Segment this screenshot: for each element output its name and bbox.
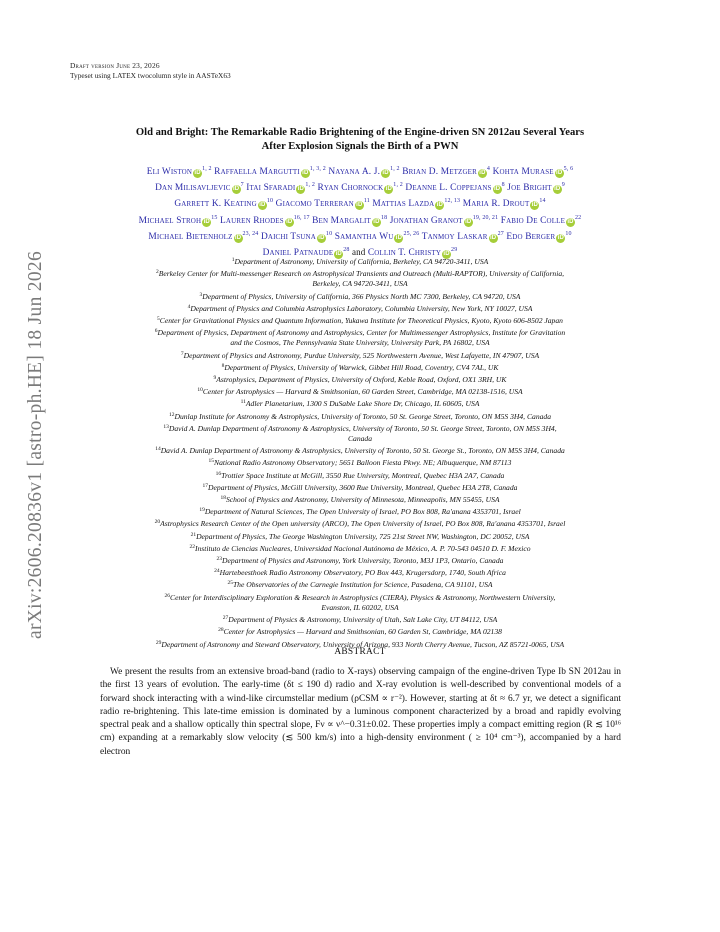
affiliation-number: 29 xyxy=(155,639,162,646)
orcid-icon[interactable]: iD xyxy=(395,234,403,241)
affiliation-text: Berkeley Center for Multi-messenger Research on Astrophysical Transients and Outreach (Multi-RAPTOR), University of California, xyxy=(158,269,565,279)
author-affiliation-marks: 5, 6 xyxy=(563,166,574,172)
author-name[interactable]: Giacomo Terreran xyxy=(275,199,354,210)
author-name[interactable]: Daniel Patnaude xyxy=(262,248,334,259)
orcid-icon[interactable]: iD xyxy=(335,251,342,258)
affiliation-line xyxy=(55,434,665,444)
affiliation-line xyxy=(55,314,665,326)
orcid-icon[interactable]: iD xyxy=(194,170,201,176)
orcid-icon[interactable]: iD xyxy=(554,186,561,193)
orcid-icon[interactable]: iD xyxy=(556,170,563,176)
orcid-icon[interactable]: iD xyxy=(567,218,574,225)
affiliation-line xyxy=(55,554,665,566)
author-affiliation-marks: 27 xyxy=(497,230,504,237)
affiliation-line xyxy=(55,373,665,385)
author-affiliation-marks: 23, 24 xyxy=(242,230,259,237)
author-name[interactable]: Maria R. Drout xyxy=(462,199,530,210)
orcid-icon[interactable]: iD xyxy=(318,234,325,241)
author-name[interactable]: Raffaella Margutti xyxy=(214,167,300,177)
author-name[interactable]: Garrett K. Keating xyxy=(174,199,257,210)
orcid-icon[interactable]: iD xyxy=(436,202,443,209)
affiliation-number: 7 xyxy=(180,350,184,357)
author-affiliation-marks: 1, 2 xyxy=(390,166,400,172)
orcid-icon[interactable]: iD xyxy=(356,202,363,209)
affiliation-text: David A. Dunlap Department of Astronomy & Astrophysics, University of Toronto, 50 St. George Street, Toronto, ON M5S 3H4, xyxy=(168,423,557,433)
affiliation-line xyxy=(55,385,665,397)
author-name[interactable]: Ryan Chornock xyxy=(317,183,384,194)
affiliation-number: 8 xyxy=(221,362,225,369)
abstract-body: We present the results from an extensive broad-band (radio to X-rays) observing campaign of the engine-driven Type Ib SN 2012au in the first 13 years of evolution. The early-time (δt ≤ 190 d) radio and X-ray evolution is well-described by conventional models of a forward shock interacting with a wind-like circumstellar medium (ρCSM ∝ r⁻²). However, starting at δt ≈ 6.7 yr, we detect a significant radio re-brightening. This late-time emission is dominated by a luminous component characterized by a broad and rapidly evolving spectral peak and a shallow optically thin spectral slope, Fν ∝ ν^−0.31±0.02. These properties imply a compact emitting region (R ≲ 10¹⁶ cm) expanding at a remarkably slow velocity (≲ 500 km/s) into a high-density environment ( ≥ 10⁴ cm⁻³), accompanied by a hard electron xyxy=(100,667,621,757)
author-affiliation-marks: 25, 26 xyxy=(403,230,420,237)
affiliation-text: Trottier Space Institute at McGill, 3550 Rue University, Montreal, Quebec H3A 2A7, Canada xyxy=(221,470,505,480)
affiliation-number: 3 xyxy=(199,291,203,298)
author-affiliation-marks: 19, 20, 21 xyxy=(472,214,499,221)
author-affiliation-marks: 14 xyxy=(539,198,546,205)
affiliation-number: 13 xyxy=(163,423,169,430)
affiliation-number: 11 xyxy=(240,399,246,406)
orcid-icon[interactable]: iD xyxy=(302,170,309,176)
author-name[interactable]: Collin T. Christy xyxy=(367,248,442,259)
orcid-icon[interactable]: iD xyxy=(203,218,210,225)
affiliation-text: Adler Planetarium, 1300 S DuSable Lake Shore Dr, Chicago, IL 60605, USA xyxy=(245,399,480,409)
author-name[interactable]: Ben Margalit xyxy=(312,215,371,226)
affiliation-line xyxy=(55,422,665,434)
author-name[interactable]: Edo Berger xyxy=(506,231,556,242)
affiliation-line xyxy=(55,603,665,613)
author-affiliation-marks: 10 xyxy=(565,230,572,237)
author-affiliation-marks: 8 xyxy=(501,182,505,189)
orcid-icon[interactable]: iD xyxy=(479,170,486,176)
affiliation-text: Department of Astronomy and Steward Observatory, University of Arizona, 933 North Cherry Avenue, Tucson, AZ 85721-0065, USA xyxy=(161,639,565,649)
affiliation-text: Department of Physics & Astronomy, University of Utah, Salt Lake City, UT 84112, USA xyxy=(228,615,498,625)
affiliation-number: 1 xyxy=(231,257,235,263)
affiliation-text: Center for Astrophysics — Harvard and Smithsonian, 60 Garden St, Cambridge, MA 02138 xyxy=(223,627,502,637)
author-name[interactable]: Eli Wiston xyxy=(146,167,193,177)
affiliation-number: 5 xyxy=(157,316,160,323)
affiliation-number: 24 xyxy=(214,568,220,575)
affiliation-text: Dunlap Institute for Astronomy & Astrophysics, University of Toronto, 50 St. George Street, Toronto, ON M5S 3H4, Canada xyxy=(174,411,552,421)
affiliation-line xyxy=(55,493,665,505)
orcid-icon[interactable]: iD xyxy=(382,170,389,176)
affiliation-text: National Radio Astronomy Observatory; 5651 Balloon Fiesta Pkwy. NE; Albuquerque, NM 87113 xyxy=(214,458,512,468)
affiliation-text: Center for Astrophysics — Harvard & Smithsonian, 60 Garden Street, Cambridge, MA 02138-1516, USA xyxy=(202,387,523,397)
orcid-icon[interactable]: iD xyxy=(232,186,240,193)
author-name[interactable]: Itai Sfaradi xyxy=(246,183,296,194)
orcid-icon[interactable]: iD xyxy=(286,218,293,225)
orcid-icon[interactable]: iD xyxy=(385,186,392,193)
author-affiliation-marks: 10 xyxy=(325,230,333,237)
affiliation-line xyxy=(55,397,665,409)
affiliation-line xyxy=(55,530,665,542)
author-affiliation-marks: 22 xyxy=(575,214,582,221)
affiliation-line xyxy=(55,566,665,578)
affiliation-line xyxy=(55,625,665,637)
paper-title xyxy=(60,126,660,153)
affiliation-line xyxy=(55,481,665,493)
affiliation-line xyxy=(55,361,665,373)
author-name[interactable]: Fabio De Colle xyxy=(500,215,566,226)
affiliation-number: 27 xyxy=(222,615,229,622)
affiliation-text: Department of Natural Sciences, The Open University of Israel, PO Box 808, Ra'anana 4353701, Israel xyxy=(204,507,521,517)
affiliation-line xyxy=(55,338,665,348)
authors-and: and xyxy=(349,247,368,258)
author-name[interactable]: Joe Bright xyxy=(507,183,552,194)
affiliation-number: 9 xyxy=(213,375,217,382)
orcid-icon[interactable]: iD xyxy=(557,234,564,241)
affiliation-number: 6 xyxy=(154,328,158,335)
affiliation-line xyxy=(55,456,665,468)
affiliation-text: Berkeley, CA 94720-3411, USA xyxy=(312,279,408,289)
affiliation-line xyxy=(55,517,665,529)
author-name[interactable]: Jonathan Granot xyxy=(389,215,463,226)
author-affiliation-marks: 15 xyxy=(211,214,218,221)
affiliation-text: School of Physics and Astronomy, University of Minnesota, Minneapolis, MN 55455, USA xyxy=(225,495,500,505)
author-affiliation-marks: 9 xyxy=(561,182,565,189)
affiliation-number: 10 xyxy=(197,387,203,394)
orcid-icon[interactable]: iD xyxy=(493,186,501,193)
affiliation-text: Instituto de Ciencias Nucleares, Universidad Nacional Autónoma de México, A. P. 70-543 04510 D. F. Mexico xyxy=(194,543,531,553)
affiliation-text: Department of Physics, University of Warwick, Gibbet Hill Road, Coventry, CV4 7AL, UK xyxy=(224,362,499,372)
author-affiliation-marks: 1, 3, 2 xyxy=(309,166,326,172)
author-name[interactable]: Daichi Tsuna xyxy=(260,231,316,242)
affiliation-text: and the Cosmos, The Pennsylvania State University, University Park, PA 16802, USA xyxy=(230,338,490,348)
author-affiliation-marks: 28 xyxy=(343,247,350,254)
affiliation-text: Center for Gravitational Physics and Quantum Information, Yukawa Institute for Theoretical Physics, Kyoto, Kyoto 606-8502 Japan xyxy=(159,316,563,326)
author-name[interactable]: Tanmoy Laskar xyxy=(421,231,488,242)
arxiv-sidebar xyxy=(19,230,53,660)
affiliation-number: 26 xyxy=(164,592,171,599)
affiliation-text: Department of Physics, The George Washington University, 725 21st Street NW, Washington, DC 20052, USA xyxy=(196,531,530,541)
affiliation-number: 16 xyxy=(215,470,222,477)
title-line-1: Old and Bright: The Remarkable Radio Brightening of the Engine-driven SN 2012au Several Years xyxy=(135,127,585,138)
arxiv-identifier: arXiv:2606.20836v1 [astro-ph.HE] 18 Jun 2026 xyxy=(25,251,47,639)
affiliation-text: Astrophysics Research Center of the Open university (ARCO), The Open University of Israel, PO Box 808, Ra'anana 4353701, Israel xyxy=(160,519,566,529)
author-name[interactable]: Dan Milisavljevic xyxy=(155,183,231,194)
affiliation-line xyxy=(55,505,665,517)
author-affiliation-marks: 16, 17 xyxy=(293,214,310,221)
affiliation-text: Department of Physics and Columbia Astrophysics Laboratory, Columbia University, New York, NY 10027, USA xyxy=(190,303,533,313)
affiliation-text: Department of Physics and Astronomy, Purdue University, 525 Northwestern Avenue, West Lafayette, IN 47907, USA xyxy=(183,350,540,360)
affiliation-text: Evanston, IL 60202, USA xyxy=(321,602,399,612)
author-affiliation-marks: 7 xyxy=(240,182,244,189)
affiliation-line xyxy=(55,469,665,481)
orcid-icon[interactable]: iD xyxy=(443,251,450,258)
affiliation-line xyxy=(55,326,665,338)
typeset-line: Typeset using LATEX twocolumn style in AASTeX63 xyxy=(70,70,231,80)
author-affiliation-marks: 29 xyxy=(451,247,458,254)
affiliation-text: Department of Physics, Department of Astronomy and Astrophysics, Center for Multimessenger Astrophysics, Institute for Gravitation xyxy=(157,328,566,338)
affiliation-number: 19 xyxy=(199,507,205,514)
author-name[interactable]: Michael Bietenholz xyxy=(148,231,233,242)
affiliation-text: Department of Physics, McGill University, 3600 Rue University, Montreal, Quebec H3A 2T8, Canada xyxy=(208,482,518,492)
author-affiliation-marks: 1, 2 xyxy=(202,166,212,172)
affiliation-text: Department of Physics, University of California, 366 Physics North MC 7300, Berkeley, CA 94720, USA xyxy=(202,291,521,301)
affiliation-number: 20 xyxy=(154,519,161,526)
affiliation-number: 12 xyxy=(168,411,175,418)
orcid-icon[interactable]: iD xyxy=(234,234,242,241)
affiliation-number: 2 xyxy=(155,269,159,276)
affiliation-line xyxy=(55,279,665,289)
orcid-icon[interactable]: iD xyxy=(373,218,380,225)
author-affiliation-marks: 18 xyxy=(380,214,388,221)
affiliation-line xyxy=(55,613,665,625)
orcid-icon[interactable]: iD xyxy=(297,186,305,193)
affiliation-text: The Observatories of the Carnegie Institution for Science, Pasadena, CA 91101, USA xyxy=(232,580,493,590)
affiliation-line xyxy=(55,349,665,361)
orcid-icon[interactable]: iD xyxy=(531,202,539,209)
author-affiliation-marks: 11 xyxy=(363,198,370,205)
draft-line: Draft version June 23, 2026 xyxy=(70,61,160,70)
author-name[interactable]: Nayana A. J. xyxy=(328,167,381,177)
affiliation-text: Department of Physics and Astronomy, York University, Toronto, M3J 1P3, Ontario, Canada xyxy=(222,556,504,566)
affiliation-number: 21 xyxy=(190,531,197,538)
affiliation-number: 25 xyxy=(227,580,233,587)
author-name[interactable]: Kohta Murase xyxy=(492,167,554,177)
affiliation-text: Astrophysics, Department of Physics, University of Oxford, Keble Road, Oxford, OX1 3RH, UK xyxy=(216,375,507,385)
page-header xyxy=(70,61,231,80)
author-name[interactable]: Brian D. Metzger xyxy=(402,167,477,177)
author-name[interactable]: Mattias Lazda xyxy=(372,199,435,210)
author-name[interactable]: Deanne L. Coppejans xyxy=(405,183,492,194)
affiliation-text: Center for Interdisciplinary Exploration & Research in Astrophysics (CIERA), Physics & Astronomy, Northwestern University, xyxy=(170,592,556,602)
affiliation-number: 28 xyxy=(218,627,224,634)
author-affiliation-marks: 10 xyxy=(266,198,274,205)
orcid-icon[interactable]: iD xyxy=(489,234,497,241)
orcid-icon[interactable]: iD xyxy=(465,218,472,225)
affiliation-line xyxy=(55,591,665,603)
abstract-heading: ABSTRACT xyxy=(334,647,386,657)
author-name[interactable]: Michael Stroh xyxy=(138,215,202,226)
author-affiliation-marks: 4 xyxy=(486,166,491,172)
affiliation-number: 23 xyxy=(216,556,223,563)
affiliation-line xyxy=(55,410,665,422)
author-affiliation-marks: 1, 2 xyxy=(305,182,315,189)
title-line-2: After Explosion Signals the Birth of a PWN xyxy=(261,140,459,152)
author-name[interactable]: Samantha Wu xyxy=(334,231,394,242)
author-name[interactable]: Lauren Rhodes xyxy=(220,215,284,226)
author-affiliation-marks: 1, 2 xyxy=(393,182,403,189)
author-list xyxy=(60,163,660,260)
affiliation-number: 4 xyxy=(187,303,191,310)
affiliation-text: Hartebeesthoek Radio Astronomy Observatory, PO Box 443, Krugersdorp, 1740, South Africa xyxy=(219,568,506,578)
affiliation-line xyxy=(55,578,665,590)
orcid-icon[interactable]: iD xyxy=(259,202,266,209)
affiliation-line xyxy=(55,267,665,279)
affiliation-text: David A. Dunlap Department of Astronomy & Astrophysics, University of Toronto, 50 St. George St., Toronto, ON M5S 3H4, Canada xyxy=(160,446,565,456)
affiliation-line xyxy=(55,444,665,456)
affiliation-text: Department of Astronomy, University of California, Berkeley, CA 94720-3411, USA xyxy=(234,257,489,266)
author-affiliation-marks: 12, 13 xyxy=(444,198,461,205)
affiliation-number: 17 xyxy=(202,482,209,489)
affiliation-number: 15 xyxy=(208,458,215,465)
affiliation-line xyxy=(55,542,665,554)
affiliation-number: 22 xyxy=(189,543,195,550)
affiliation-line xyxy=(55,290,665,302)
affiliation-text: Canada xyxy=(347,434,373,444)
affiliation-line xyxy=(55,302,665,314)
affiliation-number: 18 xyxy=(220,495,226,502)
affiliation-line xyxy=(55,255,665,267)
affiliation-list xyxy=(55,255,665,650)
affiliation-number: 14 xyxy=(155,446,161,453)
